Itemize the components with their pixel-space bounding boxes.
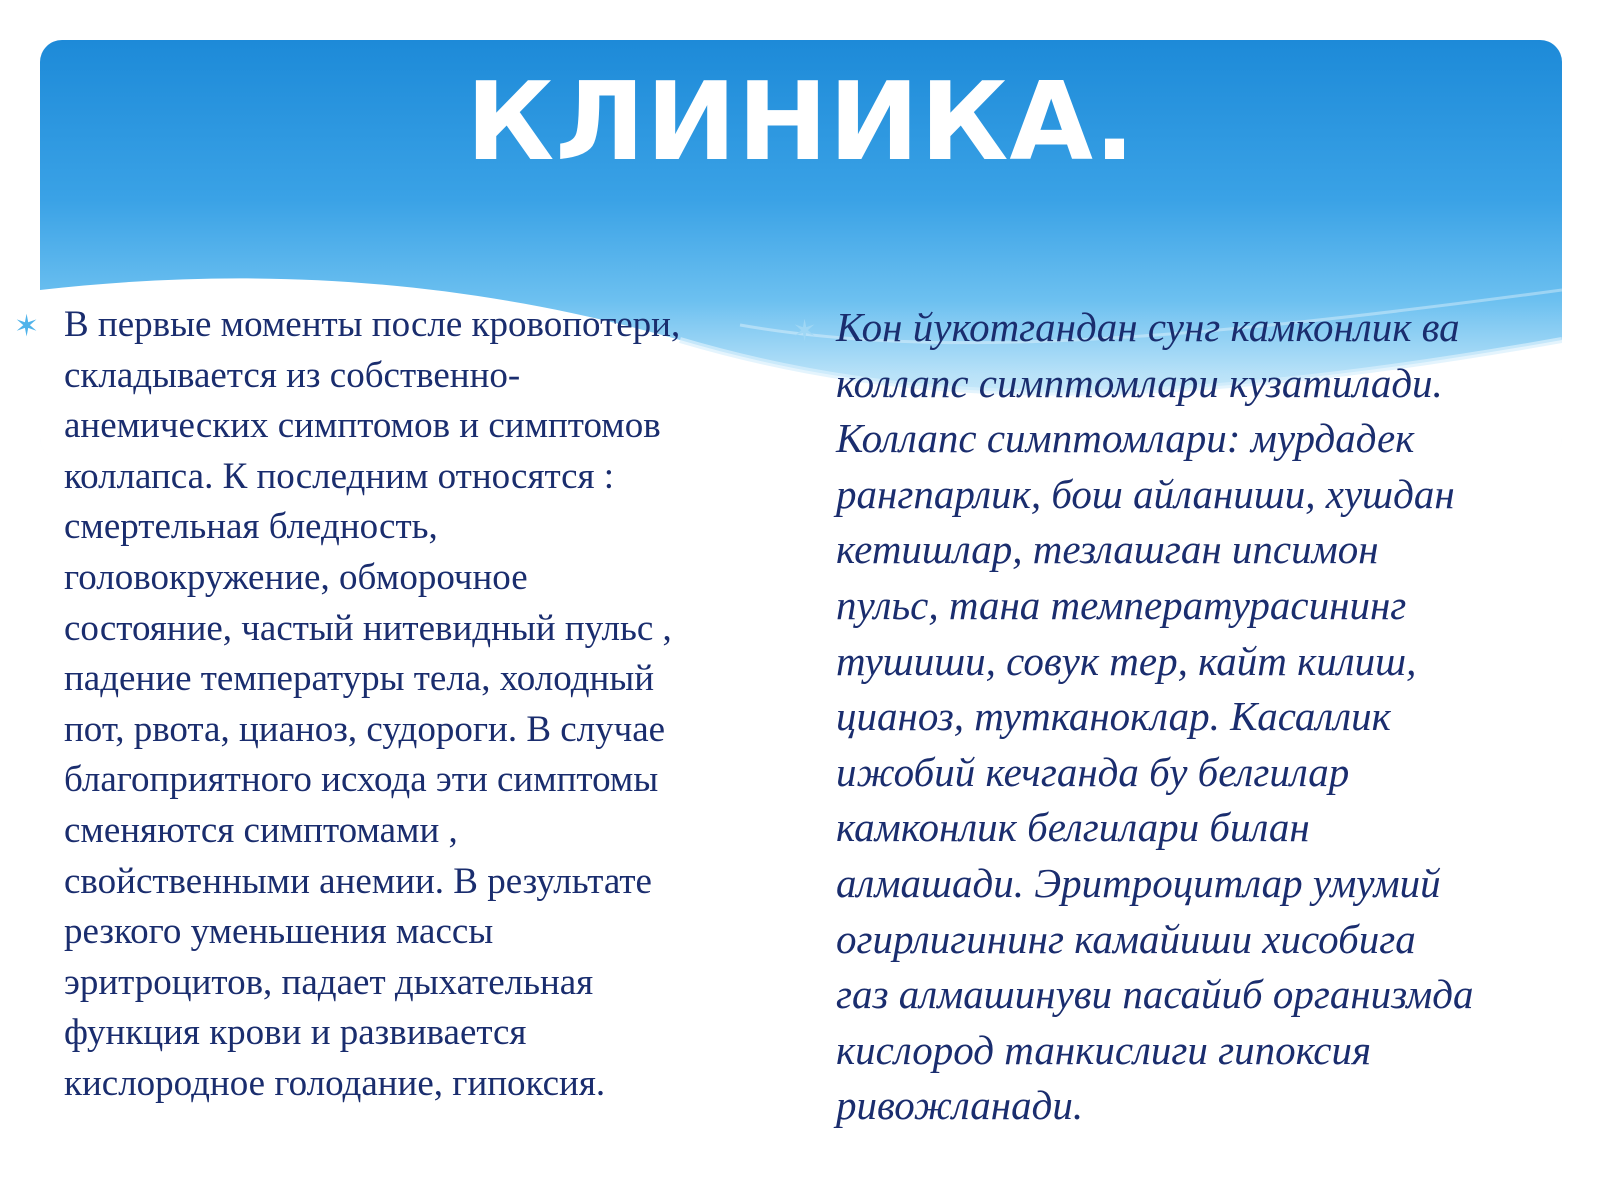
- left-text-column: [14, 300, 774, 1110]
- slide-title: КЛИНИКА.: [465, 60, 1137, 185]
- left-paragraph: В первые моменты после кровопотери, складывается из собственно- анемических симптомов и симптомов коллапса. К последним относятся : смертельная бледность, головокружение, обморочное состояние, частый нитевидный пульс , падение температуры тела, холодный пот, рвота, цианоз, судороги. В случае благоприятного исхода эти симптомы сменяются симптомами , свойственными анемии. В результате резкого уменьшения массы эритроцитов, падает дыхательная функция крови и развивается кислородное голодание, гипоксия.: [64, 304, 681, 1104]
- right-paragraph: Кон йукотгандан сунг камконлик ва коллапс симптомлари кузатилади. Коллапс симптомлари: мурдадек рангпарлик, бош айланиши, хушдан кетишлар, тезлашган ипсимон пульс, тана температурасининг тушиши, совук тер, кайт килиш, цианоз, тутканоклар. Касаллик ижобий кечганда бу белгилар камконлик белгилари билан алмашади. Эритроцитлар умумий огирлигининг камайиши хисобига газ алмашинуви пасайиб организмда кислород танкислиги гипоксия ривожланади.: [836, 304, 1474, 1129]
- asterisk-bullet-icon: ✶: [14, 309, 40, 344]
- right-text-column: [792, 300, 1600, 1134]
- asterisk-bullet-icon: ✶: [792, 314, 818, 349]
